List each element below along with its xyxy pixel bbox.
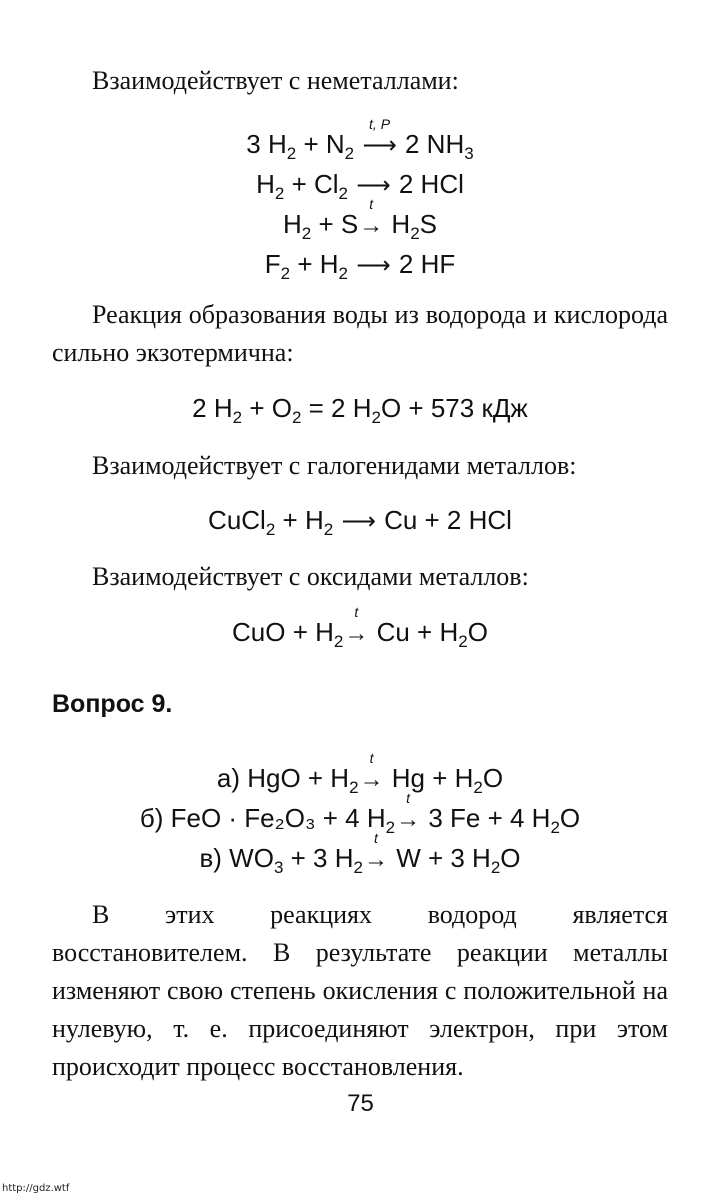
equation-cuo: CuO + $H_2$ t → $Cu + H_2O$: [232, 604, 488, 651]
equation-a: а) HgO + $H_2$ t → $Hg + H_2O$: [216, 750, 504, 797]
equation-hf: $F_2 + H_2$ ⟶ 2 HF: [264, 249, 456, 283]
reaction-arrow: t →: [359, 750, 384, 793]
intro-nonmetals: Взаимодействует с неметаллами:: [92, 66, 459, 95]
reaction-arrow: t →: [363, 830, 388, 873]
question-heading: Вопрос 9.: [52, 690, 173, 718]
reaction-arrow: t →: [359, 196, 384, 239]
watermark: http://gdz.wtf: [2, 1183, 70, 1194]
conclusion-paragraph: В этих реакциях водород является восстановителем. В результате реакции металлы изменяют свою степень окисления с положительной на нулевую, т. е. присоединяют электрон, при этом происходит процесс восстановления.: [52, 900, 668, 1081]
water-equation-block: [52, 388, 668, 428]
equation-cucl2: CuCl$_2$ + $H_2$ ⟶ Cu + 2 HCl: [208, 505, 512, 539]
water-paragraph: Реакция образования воды из водорода и кислорода сильно экзотермична:: [52, 300, 668, 367]
reaction-arrow: ⟶: [356, 252, 391, 279]
equation-h2s: $H_2 + S$ t → $H_2S$: [282, 196, 438, 243]
equation-ammonia: 3 $H_2 + N_2$ t, P ⟶ 2 $NH_3$: [246, 116, 474, 163]
intro-halides: Взаимодействует с галогенидами металлов:: [92, 451, 577, 480]
equation-water: 2 $H_2 + O_2 = 2$ $H_2O + 573$ кДж: [192, 393, 528, 427]
reaction-arrow: t, P ⟶: [362, 116, 397, 159]
question9-equations: [52, 750, 668, 878]
equation-hcl: $H_2 + Cl_2$ ⟶ 2 HCl: [256, 169, 464, 203]
reaction-arrow: t →: [344, 604, 369, 647]
reaction-arrow: ⟶: [356, 172, 391, 199]
intro-oxides: Взаимодействует с оксидами металлов:: [92, 562, 529, 591]
reaction-arrow: ⟶: [341, 508, 376, 535]
oxide-equation-block: [52, 604, 668, 652]
nonmetal-equations: [52, 116, 668, 284]
halide-equation-block: [52, 500, 668, 540]
equation-c: в) $WO_3 + 3$ $H_2$ t → W + 3 $H_2O$: [199, 830, 521, 877]
page-number: 75: [347, 1090, 374, 1117]
reaction-arrow: t →: [396, 790, 421, 833]
equation-b: б) FeO · Fe₂O₃ + 4 $H_2$ t → 3 Fe + 4 $H_2O$: [139, 790, 581, 837]
